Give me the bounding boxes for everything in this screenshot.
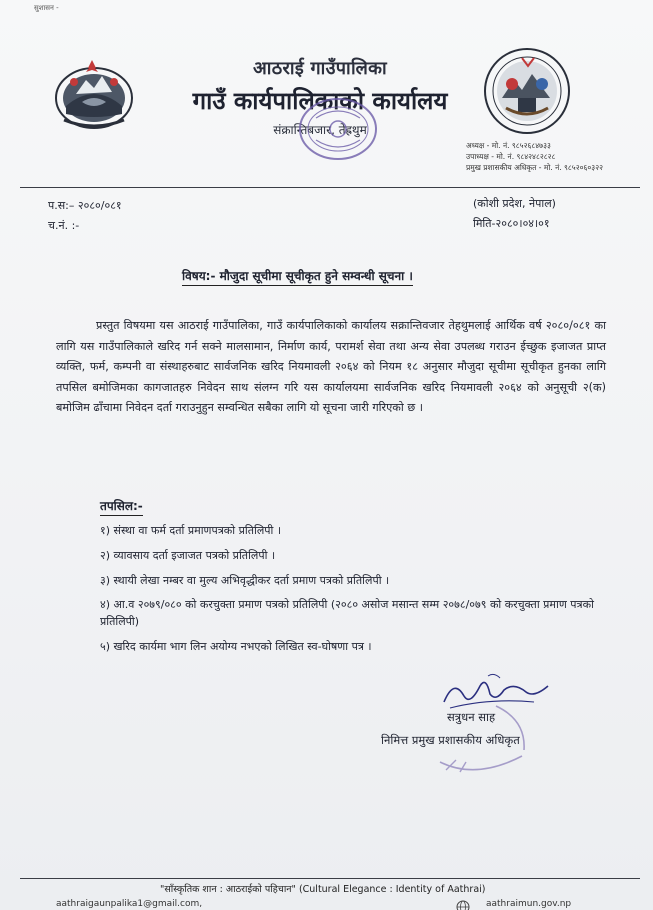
nepal-emblem-icon <box>52 58 136 132</box>
footer-website: aathraimun.gov.np <box>486 899 572 909</box>
list-item: ३) स्थायी लेखा नम्बर वा मुल्य अभिवृद्धीकर दर्ता प्रमाण पत्रको प्रतिलिपी । <box>100 573 390 587</box>
office-name: गाउँ कार्यपालिकाको कार्यालय <box>192 87 448 115</box>
list-item: ४) आ.व २०७९/०८० को करचुक्ता प्रमाण पत्रको प्रतिलिपी (२०८० असोज मसान्त सम्म २०७८/०७९ को करचुक्ता प्रमाण पत्रको प्रतिलिपी) <box>100 598 594 629</box>
signatory-title: निमित्त प्रमुख प्रशासकीय अधिकृत <box>381 733 520 747</box>
list-item: ५) खरिद कार्यमा भाग लिन अयोग्य नभएको लिखित स्व-घोषणा पत्र । <box>100 640 372 654</box>
footer-slogan: "साँस्कृतिक शान : आठराईको पहिचान" (Cultural Elegance : Identity of Aathrai) <box>160 884 486 895</box>
footer-email: aathraigaunpalika1@gmail.com, <box>56 899 203 909</box>
notice-date: मिति-२०८०।०४।०१ <box>473 217 550 230</box>
top-note: सुशासन - <box>34 4 59 12</box>
reference-right <box>473 194 556 234</box>
notice-body: प्रस्तुत विषयमा यस आठराई गाउँपालिका, गाउँ कार्यपालिकाको कार्यालय सक्रान्तिवजार तेहथुमलाई आर्थिक वर्ष २०८०/०८१ का लागि यस गाउँपालिकाले खरिद गर्न सक्ने मालसामान, निर्माण कार्य, परामर्श सेवा तथा अन्य सेवा उपलब्ध गराउन ईच्छुक इजाजत प्राप्त व्यक्ति, फर्म, कम्पनी वा संस्थाहरुबाट सार्वजनिक खरिद नियमावली २०६४ को नियम १८ अनुसार मौजुदा सूचीमा सूचीकृत हुनका लागि तपसिल बमोजिमका कागजातहरु निवेदन साथ संलग्न गरि यस कार्यालयमा सार्वजनिक खरिद नियमावली २०६४ को अनुसूची २(क) बमोजिम ढाँचामा निवेदन दर्ता गराउनुहुन सम्वन्धित सबैका लागि यो सूचना जारी गरिएको छ । <box>56 319 606 415</box>
office-address: संक्रान्तिबजार, तेह्रथुम <box>273 123 367 137</box>
patra-sankhya: प.स:– २०८०/०८१ <box>48 199 122 212</box>
contact-cao: प्रमुख प्रशासकीय अधिकृत - मो. नं. ९८५२०६०३२२ <box>466 163 604 172</box>
reference-left <box>48 196 122 236</box>
signatory-name: सत्रुधन साह <box>447 710 496 724</box>
contact-list <box>466 140 603 173</box>
globe-icon <box>456 900 470 910</box>
header-divider <box>20 187 640 188</box>
municipality-logo-icon <box>482 46 572 136</box>
office-stamp-icon <box>296 94 380 164</box>
contact-chairperson: अध्यक्ष - मो. नं. ९८५२६८४७३३ <box>466 141 551 150</box>
list-item: २) व्यावसाय दर्ता इजाजत पत्रको प्रतिलिपी । <box>100 548 276 562</box>
tapasil-list <box>100 522 620 663</box>
contact-vice-chairperson: उपाध्यक्ष - मो. नं. ९८४२४८२८२८ <box>466 152 556 161</box>
chalani-number: च.नं. :- <box>48 219 80 232</box>
province-label: (कोशी प्रदेश, नेपाल) <box>473 197 556 210</box>
footer-divider <box>20 878 640 879</box>
list-item: १) संस्था वा फर्म दर्ता प्रमाणपत्रको प्रतिलिपी । <box>100 524 282 537</box>
notice-subject: विषय:- मौजुदा सूचीमा सूचीकृत हुने सम्वन्धी सूचना । <box>182 267 413 286</box>
municipality-name: आठराई गाउँपालिका <box>253 58 387 79</box>
tapasil-title: तपसिल:- <box>100 497 143 516</box>
